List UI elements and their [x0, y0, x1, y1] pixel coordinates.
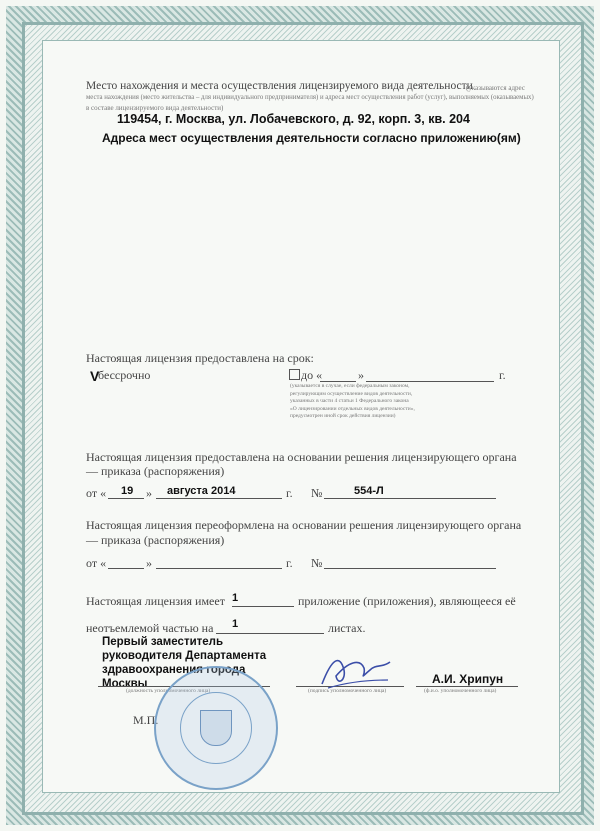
attachments-count-line: [232, 606, 294, 607]
until-prefix: до «: [301, 368, 323, 382]
basis-g: г.: [286, 486, 293, 500]
attachments-line2-suffix: листах.: [328, 621, 366, 635]
term-title: Настоящая лицензия предоставлена на срок:: [86, 351, 314, 365]
attachments-sheets: 1: [232, 618, 239, 630]
signature-caption: (подпись уполномоченного лица): [308, 688, 387, 694]
address-value: 119454, г. Москва, ул. Лобачевского, д. 92, корп. 3, кв. 204: [117, 112, 470, 126]
place-note-right: (указываются адрес: [466, 84, 525, 92]
coat-of-arms-icon: [200, 710, 232, 746]
basis-number-line: [324, 498, 496, 499]
reissue-day-line: [108, 568, 144, 569]
name-caption: (ф.и.о. уполномоченного лица): [424, 688, 497, 694]
name-line: [416, 686, 518, 687]
basis-number: 554-Л: [354, 485, 384, 497]
until-mid: »: [358, 368, 364, 382]
until-date-line: [366, 381, 494, 382]
basis-close: »: [146, 486, 152, 500]
attachments-line1-suffix: приложение (приложения), являющееся её: [298, 594, 516, 608]
until-day-line: [320, 381, 356, 382]
indefinite-checkmark: V: [90, 368, 100, 384]
basis-no: №: [311, 486, 323, 500]
reissue-title-line2: — приказа (распоряжения): [86, 533, 225, 547]
basis-month-line: [156, 498, 282, 499]
handwritten-signature-icon: [318, 650, 398, 692]
reissue-g: г.: [286, 556, 293, 570]
mp-label: М.П.: [133, 713, 159, 727]
position-caption: (должность уполномоченного лица): [126, 688, 211, 694]
reissue-from: от «: [86, 556, 107, 570]
reissue-number-line: [324, 568, 496, 569]
indefinite-label: бессрочно: [98, 368, 151, 382]
basis-month-year: августа 2014: [167, 485, 236, 497]
attachments-line2-prefix: неотъемлемой частью на: [86, 621, 214, 635]
annex-note: Адреса мест осуществления деятельности согласно приложению(ям): [102, 131, 521, 145]
reissue-close: »: [146, 556, 152, 570]
place-title: Место нахождения и места осуществления лицензируемого вида деятельности: [86, 80, 473, 92]
attachments-line1-prefix: Настоящая лицензия имеет: [86, 594, 225, 608]
signatory-position: Первый заместитель руководителя Департамента здравоохранения города Москвы: [102, 636, 267, 690]
term-note: (указывается в случае, если федеральным законом, регулирующим осуществление видов деятельности, указанных в части 4 статьи 1 Федерального закона «О лицензировании отдельных видов деятельности», предусмотрен иной срок действия лицензии): [290, 383, 415, 419]
basis-title-line2: — приказа (распоряжения): [86, 464, 225, 478]
official-seal-icon: [154, 666, 278, 790]
basis-from: от «: [86, 486, 107, 500]
attachments-count: 1: [232, 592, 239, 604]
place-note-line2: места нахождения (место жительства – для индивидуального предпринимателя) и адреса мест осуществления работ (услуг), выполняемых (оказываемых): [86, 94, 534, 101]
basis-title-line1: Настоящая лицензия предоставлена на основании решения лицензирующего органа: [86, 450, 517, 464]
basis-day: 19: [121, 485, 134, 497]
reissue-no: №: [311, 556, 323, 570]
until-checkbox: [289, 369, 300, 380]
place-note-line3: в составе лицензируемого вида деятельности): [86, 104, 224, 112]
signatory-name: А.И. Хрипун: [432, 672, 504, 686]
until-suffix: г.: [499, 368, 506, 382]
reissue-month-line: [156, 568, 282, 569]
basis-day-line: [108, 498, 144, 499]
attachments-sheets-line: [216, 633, 324, 634]
reissue-title-line1: Настоящая лицензия переоформлена на основании решения лицензирующего органа: [86, 518, 522, 532]
